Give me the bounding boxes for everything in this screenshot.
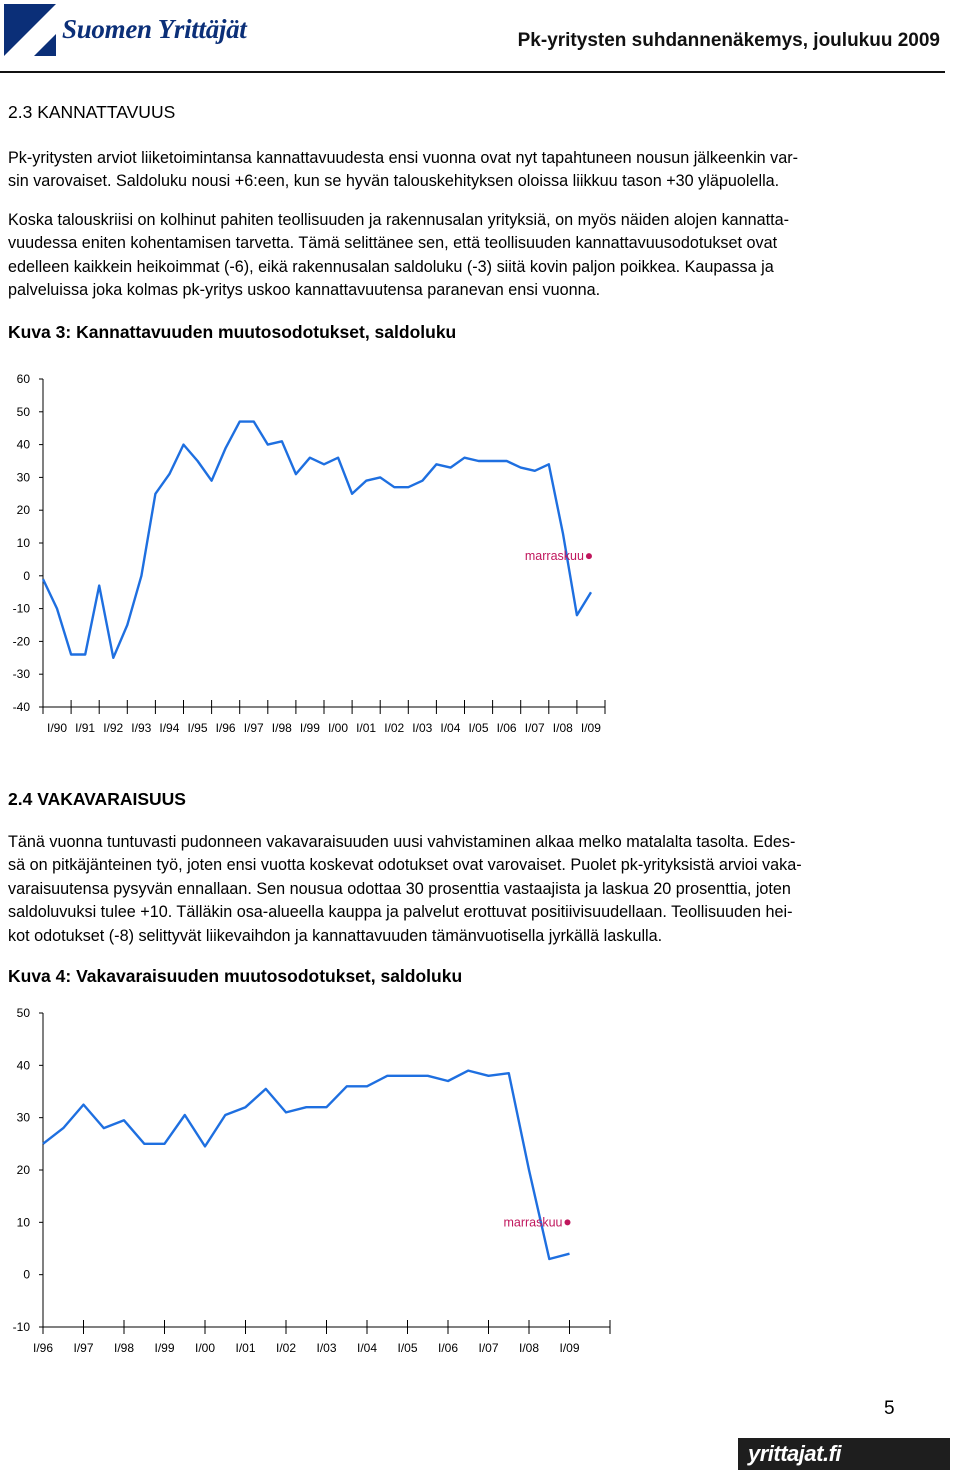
x-tick-label: I/02 <box>384 721 405 735</box>
y-tick-label: 20 <box>16 1163 30 1177</box>
x-tick-label: I/08 <box>518 1341 540 1355</box>
x-tick-label: I/06 <box>496 721 517 735</box>
y-tick-label: -20 <box>12 634 30 649</box>
x-tick-label: I/07 <box>478 1341 499 1355</box>
text-line: Koska talouskriisi on kolhinut pahiten teollisuuden ja rakennusalan yrityksiä, on myös näiden alojen kannatta- <box>8 211 790 229</box>
page-number: 5 <box>884 1398 895 1419</box>
kannattavuus-paragraph-1 <box>8 147 928 194</box>
x-tick-label: I/92 <box>103 721 124 735</box>
series-line <box>43 422 591 658</box>
profitability-expectations-chart <box>0 360 960 750</box>
x-tick-label: I/96 <box>32 1341 54 1355</box>
annotation-label: marraskuu <box>503 1215 563 1230</box>
x-tick-label: I/08 <box>552 721 573 735</box>
series-line <box>43 1071 570 1259</box>
y-tick-label: 40 <box>16 437 30 452</box>
x-tick-label: I/95 <box>187 721 208 735</box>
text-line: vuudessa eniten kohentamisen tarvetta. Tämä selittänee sen, että teollisuuden kannattavuusodotukset ovat <box>8 234 778 253</box>
y-tick-label: 30 <box>16 1110 30 1125</box>
figure-3-caption: Kuva 3: Kannattavuuden muutosodotukset, saldoluku <box>8 322 457 342</box>
x-tick-label: I/00 <box>327 721 349 735</box>
latest-value-marker <box>586 553 592 559</box>
x-tick-label: I/09 <box>580 721 601 735</box>
x-tick-label: I/91 <box>75 721 96 735</box>
x-tick-label: I/04 <box>440 721 461 735</box>
footer-brand-bar <box>738 1438 950 1470</box>
header-divider <box>0 71 945 73</box>
y-tick-label: 50 <box>16 404 30 419</box>
solvency-expectations-chart <box>0 995 960 1365</box>
logo-text: Suomen Yrittäjät <box>62 14 247 44</box>
x-tick-label: I/05 <box>397 1341 418 1355</box>
x-tick-label: I/99 <box>154 1341 175 1355</box>
annotation-label: marraskuu <box>524 549 584 564</box>
x-tick-label: I/02 <box>275 1341 297 1355</box>
footer-site-logo: yrittajat.fi <box>748 1441 842 1466</box>
x-tick-label: I/99 <box>299 721 320 735</box>
x-tick-label: I/03 <box>316 1341 337 1355</box>
document-title: Pk-yritysten suhdannenäkemys, joulukuu 2009 <box>517 30 940 51</box>
text-line: sä on pitkäjänteinen työ, joten ensi vuotta koskevat odotukset ovat varovaiset. Puolet pk-yrityksistä arvioi vaka- <box>8 856 802 875</box>
x-tick-label: I/07 <box>524 721 545 735</box>
section-heading-kannattavuus: 2.3 KANNATTAVUUS <box>8 102 176 122</box>
x-tick-label: I/97 <box>73 1341 94 1355</box>
y-tick-label: 30 <box>16 470 30 485</box>
text-line: Tänä vuonna tuntuvasti pudonneen vakavaraisuuden uusi vahvistaminen alkaa melko matalalta tasolta. Edes- <box>8 833 796 851</box>
y-tick-label: 10 <box>16 1215 30 1230</box>
kannattavuus-paragraph-2 <box>8 209 928 303</box>
section-heading-vakavaraisuus: 2.4 VAKAVARAISUUS <box>8 789 186 809</box>
y-tick-label: 0 <box>23 1267 30 1282</box>
x-tick-label: I/01 <box>235 1341 256 1355</box>
x-tick-label: I/98 <box>271 721 292 735</box>
x-tick-label: I/00 <box>194 1341 216 1355</box>
x-tick-label: I/04 <box>356 1341 378 1355</box>
text-line: edelleen kaikkein heikoimmat (-6), eikä rakennusalan saldoluku (-3) siitä kovin paljon poikkea. Kaupassa ja <box>8 257 774 276</box>
figure-4-caption: Kuva 4: Vakavaraisuuden muutosodotukset, saldoluku <box>8 966 463 986</box>
x-tick-label: I/09 <box>559 1341 580 1355</box>
text-line: palveluissa joka kolmas pk-yritys uskoo kannattavuutensa paranevan ensi vuonna. <box>8 281 601 300</box>
y-tick-label: 10 <box>16 536 30 550</box>
y-tick-label: -10 <box>12 1320 30 1334</box>
x-tick-label: I/03 <box>412 721 433 735</box>
logo-emblem-icon <box>4 4 60 56</box>
y-tick-label: -30 <box>12 667 30 682</box>
x-tick-label: I/97 <box>243 721 264 735</box>
y-tick-label: 60 <box>16 372 30 386</box>
x-tick-label: I/05 <box>468 721 489 735</box>
x-tick-label: I/98 <box>113 1341 135 1355</box>
x-tick-label: I/01 <box>356 721 377 735</box>
x-tick-label: I/90 <box>46 721 68 735</box>
x-tick-label: I/96 <box>215 721 236 735</box>
vakavaraisuus-paragraph <box>8 831 928 948</box>
y-tick-label: 40 <box>16 1058 30 1073</box>
text-line: sin varovaiset. Saldoluku nousi +6:een, kun se hyvän talouskehityksen oloissa liikkuu tason +30 yläpuolella. <box>8 172 780 191</box>
suomen-yrittajat-logo <box>4 4 266 56</box>
y-tick-label: 20 <box>16 503 30 518</box>
y-tick-label: 0 <box>23 568 30 583</box>
text-line: Pk-yritysten arviot liiketoimintansa kannattavuudesta ensi vuonna ovat nyt tapahtuneen nousun jälkeenkin var- <box>8 149 799 167</box>
x-tick-label: I/06 <box>437 1341 459 1355</box>
y-tick-label: -40 <box>12 700 30 714</box>
y-tick-label: -10 <box>12 601 30 616</box>
text-line: kot odotukset (-8) selittyvät liikevaihdon ja kannattavuuden tämänvuotisella jyrkällä laskulla. <box>8 926 663 945</box>
text-line: varaisuutensa pysyvän ennallaan. Sen nousua odottaa 30 prosenttia vastaajista ja laskua 20 prosenttia, joten <box>8 879 791 898</box>
text-line: saldoluvuksi tulee +10. Tälläkin osa-alueella kauppa ja palvelut erottuvat positiivisuudellaan. Teollisuuden hei- <box>8 903 793 922</box>
y-tick-label: 50 <box>16 1006 30 1020</box>
x-tick-label: I/94 <box>159 721 180 735</box>
latest-value-marker <box>565 1219 571 1225</box>
x-tick-label: I/93 <box>131 721 152 735</box>
